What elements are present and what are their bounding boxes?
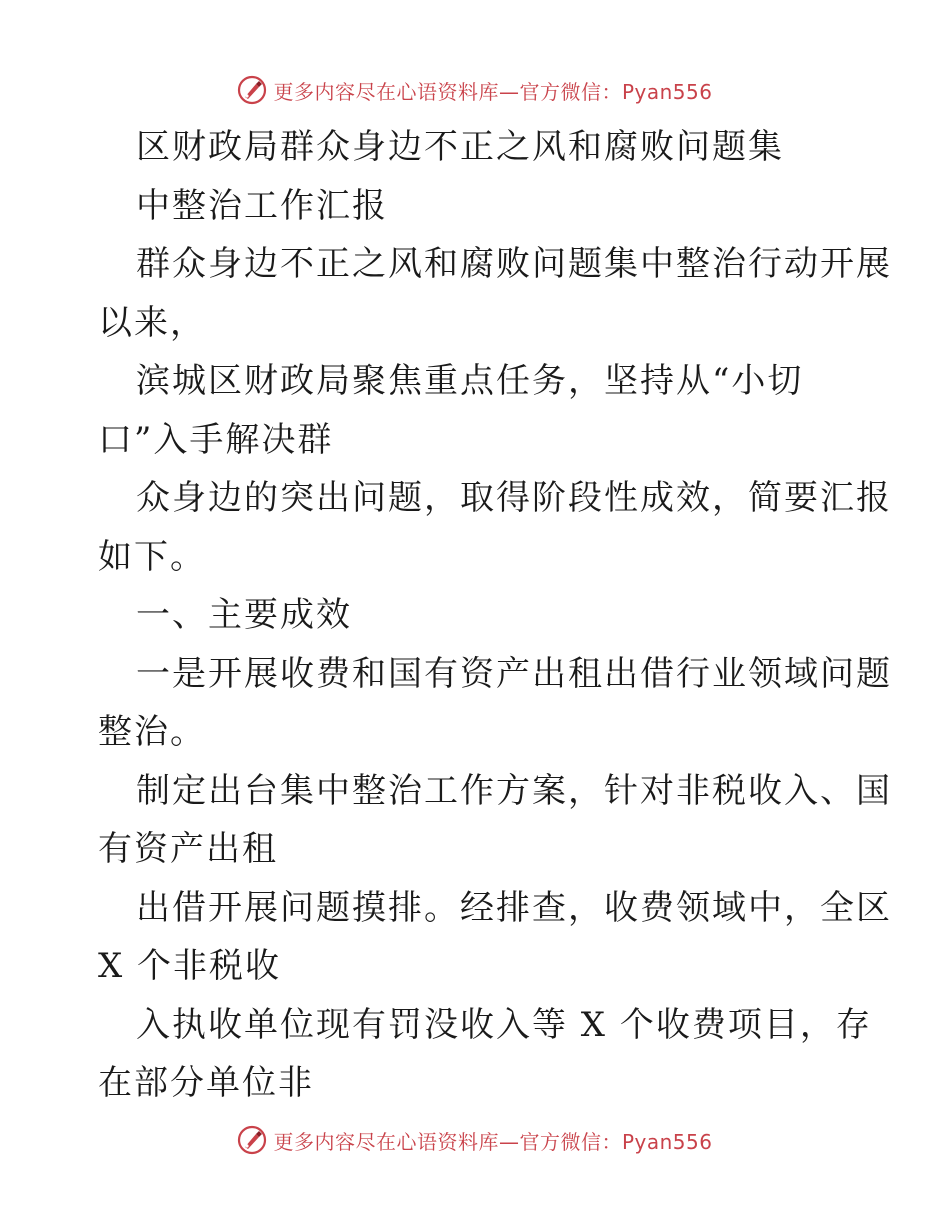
document-title-line-1: 区财政局群众身边不正之风和腐败问题集 bbox=[136, 127, 784, 167]
paragraph-line: 群众身边不正之风和腐败问题集中整治行动开展 bbox=[136, 244, 892, 284]
paragraph-line: 以来， bbox=[98, 302, 206, 343]
paragraph-line: 制定出台集中整治工作方案，针对非税收入、国 bbox=[136, 770, 892, 811]
paragraph-line: 有资产出租 bbox=[98, 829, 278, 869]
paragraph-line: 一是开展收费和国有资产出租出借行业领域问题 bbox=[136, 653, 892, 694]
paragraph-line: 如下。 bbox=[98, 536, 206, 577]
pen-logo-icon bbox=[237, 75, 267, 105]
document-title-line-2: 中整治工作汇报 bbox=[136, 185, 388, 226]
paragraph-line: 口”入手解决群 bbox=[98, 419, 334, 460]
section-heading: 一、主要成效 bbox=[136, 595, 352, 635]
footer-banner bbox=[0, 1120, 950, 1160]
paragraph-line: 出借开展问题摸排。经排查，收费领域中，全区 bbox=[136, 887, 892, 928]
pen-logo-icon bbox=[237, 1125, 267, 1155]
paragraph-line: 在部分单位非 bbox=[98, 1063, 314, 1103]
paragraph-line: 滨城区财政局聚焦重点任务，坚持从“小切 bbox=[136, 361, 804, 401]
document-body bbox=[98, 118, 892, 1113]
paragraph-line: 入执收单位现有罚没收入等 X 个收费项目，存 bbox=[136, 1004, 872, 1045]
footer-banner-text: 更多内容尽在心语资料库—官方微信：Pyan556 bbox=[273, 1129, 713, 1154]
paragraph-line: 众身边的突出问题，取得阶段性成效，简要汇报 bbox=[136, 478, 892, 518]
paragraph-line: X 个非税收 bbox=[98, 946, 282, 986]
paragraph-line: 整治。 bbox=[98, 712, 206, 752]
header-banner-text: 更多内容尽在心语资料库—官方微信：Pyan556 bbox=[273, 79, 713, 104]
header-banner bbox=[0, 70, 950, 110]
